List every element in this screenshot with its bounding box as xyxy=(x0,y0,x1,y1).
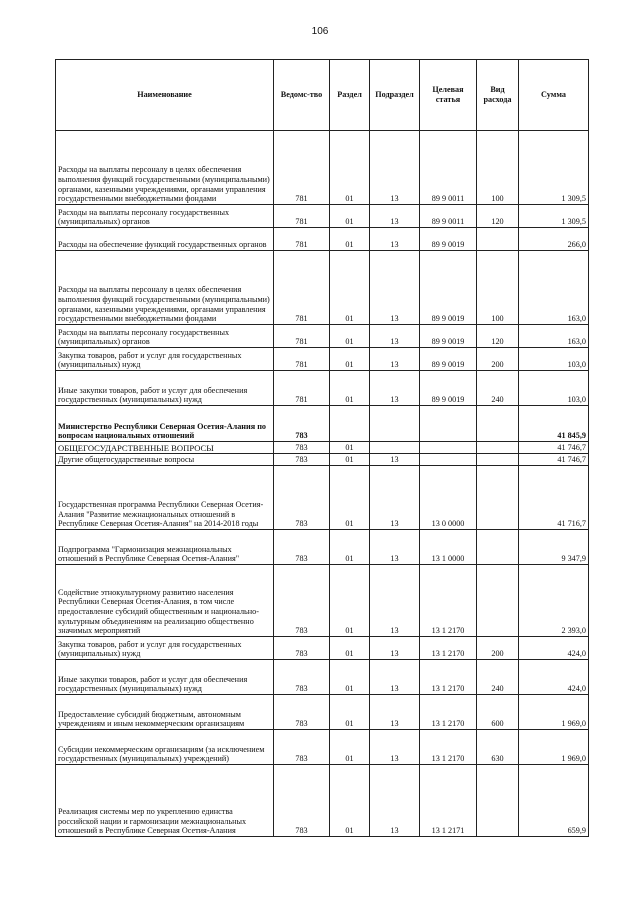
table-row xyxy=(56,406,589,442)
cell-subsection: 13 xyxy=(370,228,420,251)
table-row xyxy=(56,637,589,660)
table-row xyxy=(56,454,589,466)
cell-subsection: 13 xyxy=(370,454,420,466)
cell-department: 783 xyxy=(274,565,330,637)
cell-expense-type: 200 xyxy=(477,348,519,371)
cell-sum: 9 347,9 xyxy=(519,530,589,565)
table-row xyxy=(56,348,589,371)
cell-section: 01 xyxy=(330,730,370,765)
header-section: Раздел xyxy=(330,60,370,131)
cell-name: Содействие этнокультурному развитию населения Республики Северная Осетия-Алания, в том числе предоставление субсидий общественным и национально-культурным объединениям на реализацию общественно значимых мероприятий xyxy=(56,565,274,637)
table-row xyxy=(56,565,589,637)
cell-expense-type: 240 xyxy=(477,371,519,406)
table-body xyxy=(56,131,589,837)
table-row xyxy=(56,131,589,205)
cell-expense-type: 630 xyxy=(477,730,519,765)
cell-sum: 41 716,7 xyxy=(519,466,589,530)
cell-name: Другие общегосударственные вопросы xyxy=(56,454,274,466)
cell-sum: 424,0 xyxy=(519,660,589,695)
cell-name: Расходы на выплаты персоналу государственных (муниципальных) органов xyxy=(56,205,274,228)
cell-department: 783 xyxy=(274,637,330,660)
cell-section: 01 xyxy=(330,348,370,371)
page-number: 106 xyxy=(311,26,329,37)
cell-section: 01 xyxy=(330,637,370,660)
cell-target-article: 89 9 0019 xyxy=(420,228,477,251)
cell-section: 01 xyxy=(330,530,370,565)
table-row xyxy=(56,205,589,228)
table-row xyxy=(56,466,589,530)
table-row xyxy=(56,695,589,730)
cell-name: Расходы на выплаты персоналу в целях обеспечения выполнения функций государственными (муниципальными) органами, казенными учреждениями, органами управления государственными внебюджетными фондами xyxy=(56,251,274,325)
cell-section: 01 xyxy=(330,325,370,348)
cell-subsection: 13 xyxy=(370,530,420,565)
cell-subsection: 13 xyxy=(370,565,420,637)
cell-sum: 2 393,0 xyxy=(519,565,589,637)
cell-subsection: 13 xyxy=(370,660,420,695)
cell-target-article: 89 9 0019 xyxy=(420,251,477,325)
cell-section: 01 xyxy=(330,695,370,730)
cell-section: 01 xyxy=(330,454,370,466)
cell-name: Подпрограмма "Гармонизация межнациональных отношений в Республике Северная Осетия-Алания" xyxy=(56,530,274,565)
header-department: Ведомс-тво xyxy=(274,60,330,131)
cell-name: ОБЩЕГОСУДАРСТВЕННЫЕ ВОПРОСЫ xyxy=(56,442,274,454)
cell-subsection: 13 xyxy=(370,205,420,228)
cell-target-article: 89 9 0011 xyxy=(420,131,477,205)
header-name: Наименование xyxy=(56,60,274,131)
cell-section: 01 xyxy=(330,442,370,454)
cell-name: Расходы на выплаты персоналу государственных (муниципальных) органов xyxy=(56,325,274,348)
cell-name: Реализация системы мер по укреплению единства российской нации и гармонизации межнациональных отношений в Республике Северная Осетия-Алания xyxy=(56,765,274,837)
cell-sum: 103,0 xyxy=(519,371,589,406)
cell-subsection xyxy=(370,406,420,442)
cell-target-article: 13 1 2170 xyxy=(420,637,477,660)
cell-department: 783 xyxy=(274,765,330,837)
cell-target-article: 13 1 2170 xyxy=(420,565,477,637)
table-row xyxy=(56,765,589,837)
cell-target-article xyxy=(420,454,477,466)
cell-subsection: 13 xyxy=(370,637,420,660)
cell-sum: 41 746,7 xyxy=(519,442,589,454)
cell-expense-type: 200 xyxy=(477,637,519,660)
cell-sum: 41 845,9 xyxy=(519,406,589,442)
table-row xyxy=(56,371,589,406)
cell-name: Государственная программа Республики Северная Осетия-Алания "Развитие межнациональных отношений в Республике Северная Осетия-Алания" на 2014-2018 годы xyxy=(56,466,274,530)
cell-sum: 163,0 xyxy=(519,325,589,348)
table-row xyxy=(56,228,589,251)
table-row xyxy=(56,530,589,565)
cell-section: 01 xyxy=(330,765,370,837)
table-row xyxy=(56,251,589,325)
cell-subsection: 13 xyxy=(370,131,420,205)
cell-department: 781 xyxy=(274,371,330,406)
cell-department: 781 xyxy=(274,325,330,348)
cell-subsection xyxy=(370,442,420,454)
cell-department: 783 xyxy=(274,695,330,730)
cell-sum: 163,0 xyxy=(519,251,589,325)
cell-target-article: 13 0 0000 xyxy=(420,466,477,530)
cell-name: Расходы на обеспечение функций государственных органов xyxy=(56,228,274,251)
cell-section: 01 xyxy=(330,205,370,228)
cell-target-article: 89 9 0019 xyxy=(420,325,477,348)
cell-sum: 424,0 xyxy=(519,637,589,660)
cell-department: 783 xyxy=(274,730,330,765)
cell-target-article: 13 1 2170 xyxy=(420,695,477,730)
cell-subsection: 13 xyxy=(370,325,420,348)
header-sum: Сумма xyxy=(519,60,589,131)
cell-name: Расходы на выплаты персоналу в целях обеспечения выполнения функций государственными (муниципальными) органами, казенными учреждениями, органами управления государственными внебюджетными фондами xyxy=(56,131,274,205)
cell-subsection: 13 xyxy=(370,348,420,371)
cell-expense-type: 600 xyxy=(477,695,519,730)
cell-name: Предоставление субсидий бюджетным, автономным учреждениям и иным некоммерческим организациям xyxy=(56,695,274,730)
cell-department: 781 xyxy=(274,205,330,228)
cell-expense-type: 120 xyxy=(477,325,519,348)
cell-target-article: 13 1 2170 xyxy=(420,730,477,765)
cell-section: 01 xyxy=(330,371,370,406)
cell-expense-type xyxy=(477,454,519,466)
cell-sum: 659,9 xyxy=(519,765,589,837)
cell-subsection: 13 xyxy=(370,695,420,730)
cell-department: 781 xyxy=(274,348,330,371)
cell-expense-type: 100 xyxy=(477,131,519,205)
cell-subsection: 13 xyxy=(370,765,420,837)
cell-expense-type: 100 xyxy=(477,251,519,325)
cell-section: 01 xyxy=(330,565,370,637)
cell-expense-type xyxy=(477,565,519,637)
cell-section: 01 xyxy=(330,131,370,205)
cell-target-article xyxy=(420,442,477,454)
cell-department: 783 xyxy=(274,530,330,565)
cell-expense-type xyxy=(477,406,519,442)
cell-department: 783 xyxy=(274,442,330,454)
cell-section xyxy=(330,406,370,442)
cell-expense-type xyxy=(477,442,519,454)
cell-sum: 266,0 xyxy=(519,228,589,251)
cell-subsection: 13 xyxy=(370,466,420,530)
header-expense-type: Вид расхода xyxy=(477,60,519,131)
cell-section: 01 xyxy=(330,660,370,695)
cell-target-article: 89 9 0011 xyxy=(420,205,477,228)
table-row xyxy=(56,660,589,695)
cell-sum: 1 969,0 xyxy=(519,730,589,765)
cell-name: Министерство Республики Северная Осетия-Алания по вопросам национальных отношений xyxy=(56,406,274,442)
cell-name: Иные закупки товаров, работ и услуг для обеспечения государственных (муниципальных) нужд xyxy=(56,660,274,695)
table-row xyxy=(56,325,589,348)
cell-expense-type: 120 xyxy=(477,205,519,228)
table-row xyxy=(56,730,589,765)
cell-target-article: 13 1 2171 xyxy=(420,765,477,837)
cell-sum: 41 746,7 xyxy=(519,454,589,466)
cell-department: 781 xyxy=(274,251,330,325)
cell-target-article xyxy=(420,406,477,442)
header-subsection: Подраздел xyxy=(370,60,420,131)
cell-target-article: 89 9 0019 xyxy=(420,348,477,371)
table-row xyxy=(56,442,589,454)
cell-section: 01 xyxy=(330,466,370,530)
cell-sum: 1 309,5 xyxy=(519,205,589,228)
cell-subsection: 13 xyxy=(370,371,420,406)
cell-sum: 1 969,0 xyxy=(519,695,589,730)
cell-name: Закупка товаров, работ и услуг для государственных (муниципальных) нужд xyxy=(56,637,274,660)
cell-department: 781 xyxy=(274,131,330,205)
cell-subsection: 13 xyxy=(370,730,420,765)
cell-expense-type xyxy=(477,466,519,530)
cell-expense-type: 240 xyxy=(477,660,519,695)
cell-section: 01 xyxy=(330,251,370,325)
cell-subsection: 13 xyxy=(370,251,420,325)
cell-name: Субсидии некоммерческим организациям (за исключением государственных (муниципальных) учреждений) xyxy=(56,730,274,765)
cell-target-article: 89 9 0019 xyxy=(420,371,477,406)
cell-target-article: 13 1 0000 xyxy=(420,530,477,565)
budget-table xyxy=(55,59,589,837)
header-target-article: Целевая статья xyxy=(420,60,477,131)
cell-department: 781 xyxy=(274,228,330,251)
cell-name: Закупка товаров, работ и услуг для государственных (муниципальных) нужд xyxy=(56,348,274,371)
cell-name: Иные закупки товаров, работ и услуг для обеспечения государственных (муниципальных) нужд xyxy=(56,371,274,406)
cell-expense-type xyxy=(477,228,519,251)
cell-section: 01 xyxy=(330,228,370,251)
cell-sum: 103,0 xyxy=(519,348,589,371)
cell-department: 783 xyxy=(274,466,330,530)
cell-expense-type xyxy=(477,530,519,565)
cell-department: 783 xyxy=(274,406,330,442)
cell-department: 783 xyxy=(274,660,330,695)
cell-expense-type xyxy=(477,765,519,837)
cell-department: 783 xyxy=(274,454,330,466)
cell-sum: 1 309,5 xyxy=(519,131,589,205)
cell-target-article: 13 1 2170 xyxy=(420,660,477,695)
table-header-row xyxy=(56,60,589,131)
